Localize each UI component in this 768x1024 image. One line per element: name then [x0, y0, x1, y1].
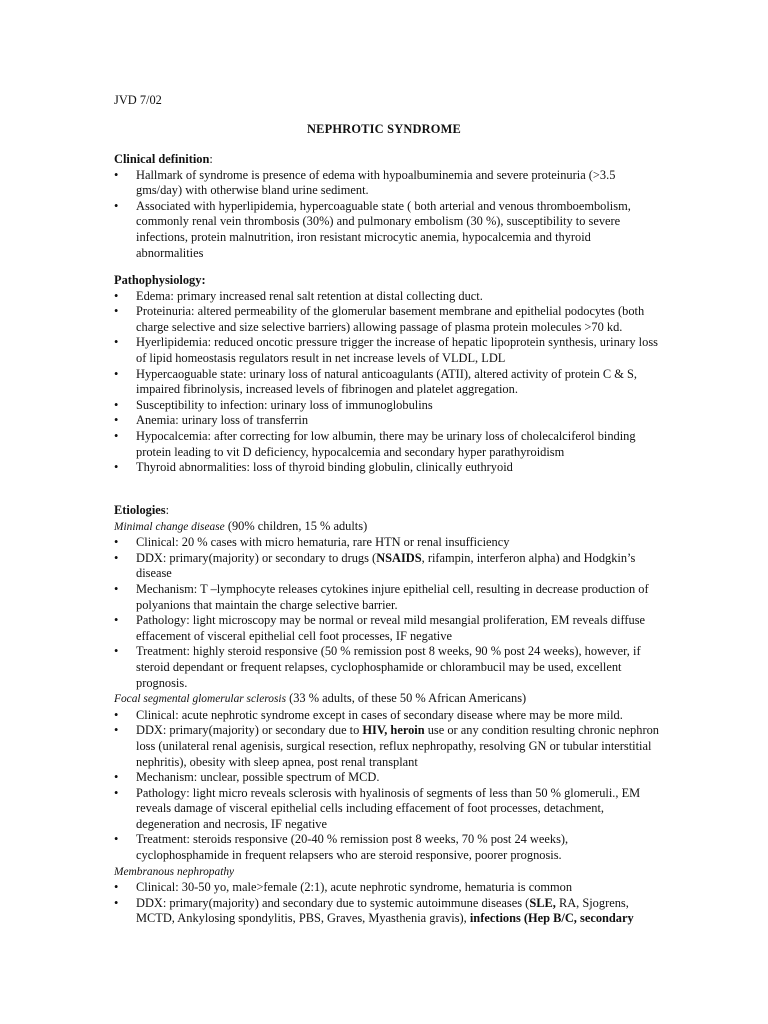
list-item: • Treatment: steroids responsive (20-40 % remission post 8 weeks, 70 % post 24 weeks), cyclophosphamide in frequent relapsers who are steroid responsive, poorer prognosis. [114, 832, 659, 863]
list-item [114, 551, 659, 582]
list-item: • Proteinuria: altered permeability of the glomerular basement membrane and epithelial podocytes (both charge selective and size selective barriers) allowing passage of plasma protein molecules >70 kd. [114, 304, 659, 335]
etiologies-heading: Etiologies [114, 503, 166, 517]
list-item: • Mechanism: T –lymphocyte releases cytokines injure epithelial cell, resulting in decrease production of polyanions that maintain the charge selective barrier. [114, 582, 659, 613]
bold-text: NSAIDS [376, 550, 422, 565]
list-item: • Hallmark of syndrome is presence of edema with hypoalbuminemia and severe proteinuria (>3.5 gms/day) with otherwise bland urine sediment. [114, 168, 659, 199]
fsgs-list [114, 708, 659, 864]
list-item: • Clinical: acute nephrotic syndrome except in cases of secondary disease where may be more mild. [114, 708, 659, 724]
text-run: use or any condition resulting chronic nephron loss (unilateral renal agenisis, surgical resection, reflux nephropathy, resolving GN or tubular interstitial nephritis), obesity with sleep apnea, post renal transplant [136, 723, 659, 769]
mcd-subheading [114, 519, 659, 536]
bold-text: HIV, heroin [362, 723, 425, 738]
list-item: • Associated with hyperlipidemia, hypercoaguable state ( both arterial and venous thromboembolism, commonly renal vein thrombosis (30%) and pulmonary embolism (30 %), susceptibility to severe infections, protein malnutrition, iron resistant microcytic anemia, hypocalcemia and thyroid abnormalities [114, 199, 659, 261]
document-header: JVD 7/02 [114, 93, 162, 107]
list-item: • Pathology: light microscopy may be normal or reveal mild mesangial proliferation, EM reveals diffuse effacement of visceral epithelial cell foot processes, IF negative [114, 613, 659, 644]
text-run: , rifampin, interferon alpha) and Hodgkin’s disease [136, 550, 636, 581]
document-title: NEPHROTIC SYNDROME [306, 122, 462, 136]
text-run: DDX: primary(majority) or secondary due to [136, 723, 363, 738]
list-item: • Edema: primary increased renal salt retention at distal collecting duct. [114, 289, 659, 305]
list-item: • Treatment: highly steroid responsive (50 % remission post 8 weeks, 90 % post 24 weeks), however, if steroid dependant or frequent relapses, cyclophosphamide or chlorambucil may be used, excellent prognosis. [114, 644, 659, 691]
pathophysiology-section [114, 273, 659, 476]
bold-text: infections (Hep B/C, secondary [469, 911, 634, 926]
list-item: • Clinical: 30-50 yo, male>female (2:1), acute nephrotic syndrome, hematuria is common [114, 880, 659, 896]
fsgs-subheading [114, 691, 659, 708]
pathophysiology-list [114, 289, 659, 476]
clinical-definition-list [114, 168, 659, 262]
list-item: • Thyroid abnormalities: loss of thyroid binding globulin, clinically euthryoid [114, 460, 659, 476]
pathophysiology-heading: Pathophysiology: [114, 273, 206, 287]
list-item: • Pathology: light micro reveals sclerosis with hyalinosis of segments of less than 50 % glomeruli., EM reveals damage of visceral epithelial cells including effacement of foot processes, detachment, degeneration and necrosis, IF negative [114, 786, 659, 833]
list-item: • Anemia: urinary loss of transferrin [114, 413, 659, 429]
text-run: DDX: primary(majority) and secondary due to systemic autoimmune diseases ( [136, 895, 530, 910]
list-item [114, 723, 659, 770]
mn-subheading [114, 864, 659, 881]
list-item: • Clinical: 20 % cases with micro hematuria, rare HTN or renal insufficiency [114, 535, 659, 551]
list-item: • Susceptibility to infection: urinary loss of immunoglobulins [114, 398, 659, 414]
list-item: • Hypocalcemia: after correcting for low albumin, there may be urinary loss of cholecalciferol binding protein leading to vit D deficiency, hypocalcemia and secondary hyper parathyroidism [114, 429, 659, 460]
mcd-list [114, 535, 659, 691]
list-item: • Mechanism: unclear, possible spectrum of MCD. [114, 770, 659, 786]
mcd-note: (90% children, 15 % adults) [224, 518, 368, 533]
heading-colon: : [209, 152, 213, 166]
heading-colon: : [165, 503, 170, 517]
bold-text: SLE, [529, 895, 556, 910]
list-item: • Hypercaoguable state: urinary loss of natural anticoagulants (ATII), altered activity of protein C & S, impaired fibrinolysis, increased levels of fibrinogen and platelet aggregation. [114, 367, 659, 398]
text-run: DDX: primary(majority) or secondary to drugs ( [136, 550, 377, 565]
etiologies-section [114, 503, 659, 927]
mn-label: Membranous nephropathy [114, 865, 235, 878]
fsgs-note: (33 % adults, of these 50 % African Americans) [286, 691, 527, 706]
mn-list [114, 880, 659, 927]
list-item: • Hyerlipidemia: reduced oncotic pressure trigger the increase of hepatic lipoprotein synthesis, urinary loss of lipid homeostasis regulators result in net increase levels of VLDL, LDL [114, 335, 659, 366]
text-run: RA, Sjogrens, MCTD, Ankylosing spondylitis, PBS, Graves, Myasthenia gravis), [136, 895, 629, 926]
clinical-definition-heading: Clinical definition [114, 152, 210, 166]
fsgs-label: Focal segmental glomerular sclerosis [114, 693, 286, 706]
list-item [114, 896, 659, 927]
mcd-label: Minimal change disease [114, 520, 225, 533]
clinical-definition-section [114, 152, 659, 261]
